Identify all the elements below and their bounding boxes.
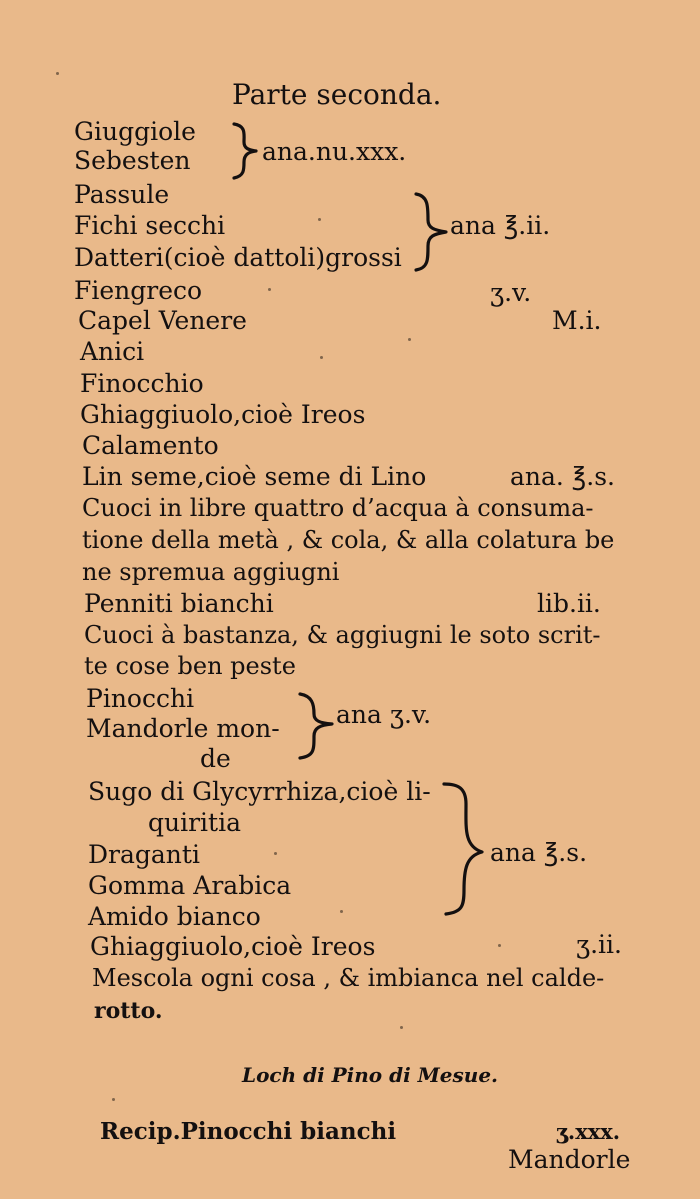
ink-speck xyxy=(340,910,343,913)
ingredient-line: Fiengreco xyxy=(74,276,203,305)
ingredient-line: Lin seme,cioè seme di Lino xyxy=(82,462,427,491)
instruction-line: ne spremua aggiugni xyxy=(82,558,340,586)
brace-icon xyxy=(228,120,262,180)
amount-label: ana ℥.ii. xyxy=(450,211,551,240)
ingredient-line: Penniti bianchi xyxy=(84,589,274,618)
ingredient-line: de xyxy=(200,744,231,773)
ingredient-line: Pinocchi xyxy=(86,684,195,713)
ingredient-line: Gomma Arabica xyxy=(88,871,292,900)
instruction-line: rotto. xyxy=(94,998,163,1024)
ingredient-line: Sugo di Glycyrrhiza,cioè li- xyxy=(88,777,431,806)
brace-icon xyxy=(296,690,336,762)
amount-label: lib.ii. xyxy=(537,589,601,618)
recipe-line: Recip.Pinocchi bianchi xyxy=(100,1118,397,1145)
instruction-line: tione della metà , & cola, & alla colatura be xyxy=(82,526,615,554)
amount-label: ana ℥.s. xyxy=(490,838,588,867)
instruction-line: Cuoci in libre quattro d’acqua à consuma- xyxy=(82,494,594,522)
amount-label: ana.nu.xxx. xyxy=(262,137,407,166)
ingredient-line: Anici xyxy=(80,337,145,366)
ink-speck xyxy=(318,218,321,221)
brace-icon xyxy=(410,190,450,274)
ingredient-line: Capel Venere xyxy=(78,306,247,335)
ingredient-line: Ghiaggiuolo,cioè Ireos xyxy=(90,932,376,961)
ingredient-line: Draganti xyxy=(88,840,200,869)
ink-speck xyxy=(408,338,411,341)
amount-label: ana ʒ.v. xyxy=(336,700,432,729)
instruction-line: te cose ben peste xyxy=(84,652,296,680)
ink-speck xyxy=(498,944,501,947)
ingredient-line: Datteri(cioè dattoli)grossi xyxy=(74,243,402,272)
ink-speck xyxy=(400,1026,403,1029)
ink-speck xyxy=(112,1098,115,1101)
ingredient-line: quiritia xyxy=(148,808,241,837)
section-title: Loch di Pino di Mesue. xyxy=(242,1063,499,1087)
ink-speck xyxy=(320,356,323,359)
ingredient-line: Mandorle mon- xyxy=(86,714,280,743)
ingredient-line: Sebesten xyxy=(74,146,191,175)
brace-icon xyxy=(438,778,490,920)
instruction-line: Cuoci à bastanza, & aggiugni le soto scrit- xyxy=(84,621,601,649)
instruction-line: Mescola ogni cosa , & imbianca nel calde- xyxy=(92,964,605,992)
ingredient-line: Passule xyxy=(74,180,170,209)
amount-label: ʒ.v. xyxy=(490,278,532,307)
amount-label: ʒ.ii. xyxy=(576,930,622,959)
catchword: Mandorle xyxy=(508,1145,631,1174)
ingredient-line: Ghiaggiuolo,cioè Ireos xyxy=(80,400,366,429)
amount-label: ana. ℥.s. xyxy=(510,462,615,491)
ingredient-line: Calamento xyxy=(82,431,219,460)
ink-speck xyxy=(268,288,271,291)
page-title: Parte seconda. xyxy=(232,78,442,111)
ink-speck xyxy=(56,72,59,75)
recipe-amount: ʒ.xxx. xyxy=(556,1119,621,1144)
amount-label: M.i. xyxy=(552,306,602,335)
ingredient-line: Amido bianco xyxy=(88,902,261,931)
ingredient-line: Finocchio xyxy=(80,369,204,398)
ingredient-line: Fichi secchi xyxy=(74,211,226,240)
ink-speck xyxy=(274,852,277,855)
ingredient-line: Giuggiole xyxy=(74,117,196,146)
